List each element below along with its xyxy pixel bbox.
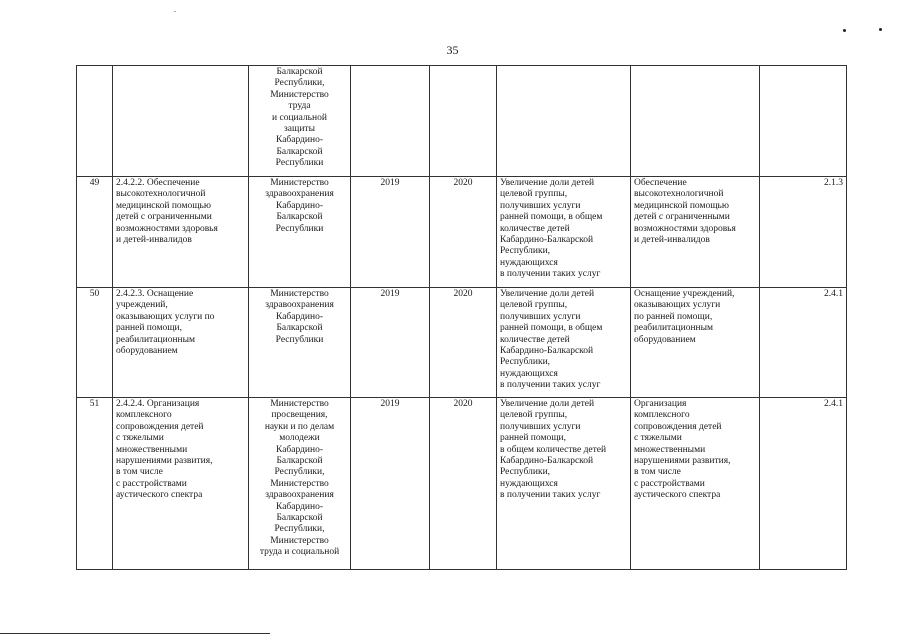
table-row — [77, 177, 847, 288]
activity-name: 2.4.2.2. Обеспечение высокотехнологичной медицинской помощью детей с ограниченными возможностями здоровья и детей-инвалидов — [113, 177, 249, 288]
activity-name: 2.4.2.4. Организация комплексного сопровождения детей с тяжелыми множественными нарушениями развития, в том числе с расстройствами аустического спектра — [113, 398, 249, 570]
activity-name — [113, 66, 249, 177]
connection: Организация комплексного сопровождения детей с тяжелыми множественными нарушениями развития, в том числе с расстройствами аустического спектра — [631, 398, 760, 570]
connection: Обеспечение высокотехнологичной медицинской помощью детей с ограниченными возможностями здоровья и детей-инвалидов — [631, 177, 760, 288]
activity-name: 2.4.2.3. Оснащение учреждений, оказывающих услуги по ранней помощи, реабилитационным оборудованием — [113, 288, 249, 398]
row-number: 51 — [77, 398, 113, 570]
year-end: 2020 — [430, 177, 497, 288]
row-number — [77, 66, 113, 177]
activities-table — [76, 65, 847, 570]
year-end: 2020 — [430, 398, 497, 570]
year-start: 2019 — [351, 398, 430, 570]
row-number: 49 — [77, 177, 113, 288]
executor: Министерство здравоохранения Кабардино- Балкарской Республики — [249, 177, 351, 288]
expected-result: Увеличение доли детей целевой группы, получивших услуги ранней помощи, в общем количестве детей Кабардино-Балкарской Республики, нуждающихся в получении таких услуг — [497, 398, 631, 570]
year-start: 2019 — [351, 288, 430, 398]
row-number: 50 — [77, 288, 113, 398]
scan-dot — [879, 28, 882, 31]
bottom-rule — [0, 633, 270, 634]
expected-result: Увеличение доли детей целевой группы, получивших услуги ранней помощи, в общем количестве детей Кабардино-Балкарской Республики, нуждающихся в получении таких услуг — [497, 288, 631, 398]
year-start: 2019 — [351, 177, 430, 288]
table-row — [77, 398, 847, 570]
table-row — [77, 66, 847, 177]
year-end — [430, 66, 497, 177]
year-start — [351, 66, 430, 177]
indicator — [760, 66, 847, 177]
indicator: 2.1.3 — [760, 177, 847, 288]
connection: Оснащение учреждений, оказывающих услуги по ранней помощи, реабилитационным оборудованием — [631, 288, 760, 398]
connection — [631, 66, 760, 177]
indicator: 2.4.1 — [760, 288, 847, 398]
executor: Балкарской Республики, Министерство труда и социальной защиты Кабардино- Балкарской Республики — [249, 66, 351, 177]
expected-result — [497, 66, 631, 177]
expected-result: Увеличение доли детей целевой группы, получивших услуги ранней помощи, в общем количестве детей Кабардино-Балкарской Республики, нуждающихся в получении таких услуг — [497, 177, 631, 288]
page-number: 35 — [446, 43, 459, 57]
indicator: 2.4.1 — [760, 398, 847, 570]
executor: Министерство просвещения, науки и по делам молодежи Кабардино- Балкарской Республики, Министерство здравоохранения Кабардино- Балкарской Республики, Министерство труда и социальной — [249, 398, 351, 570]
scan-dot — [843, 29, 846, 32]
year-end: 2020 — [430, 288, 497, 398]
executor: Министерство здравоохранения Кабардино- Балкарской Республики — [249, 288, 351, 398]
table-row — [77, 288, 847, 398]
